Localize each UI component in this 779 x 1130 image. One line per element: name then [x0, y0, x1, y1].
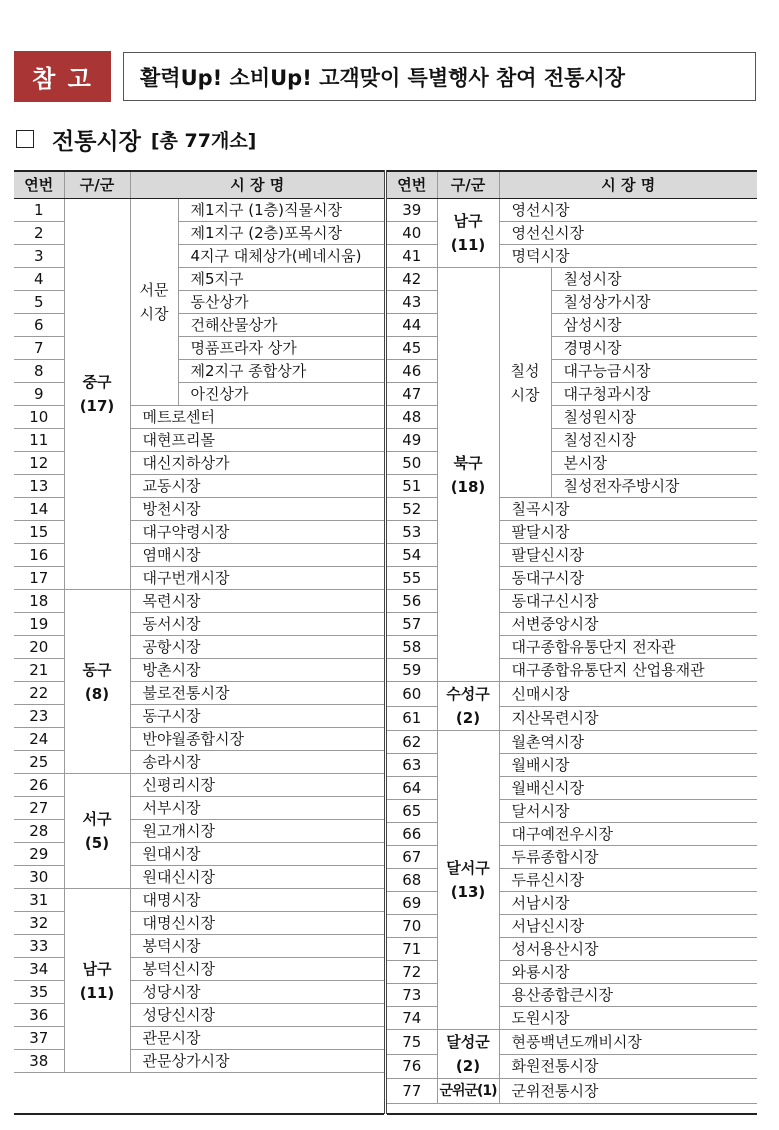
- row-number: 20: [14, 636, 64, 659]
- reference-tag: 참 고: [14, 51, 111, 102]
- district-cell: [437, 268, 499, 682]
- table-row: [14, 199, 384, 222]
- row-number: 29: [14, 843, 64, 866]
- row-number: 8: [14, 360, 64, 383]
- market-name: 대구번개시장: [130, 567, 384, 590]
- market-name: 염매시장: [130, 544, 384, 567]
- row-number: 47: [387, 383, 437, 406]
- market-name: 칠성진시장: [551, 429, 757, 452]
- market-name: 대구예전우시장: [499, 823, 757, 846]
- sub-market-cell: [499, 268, 551, 498]
- district-name: 수성구: [446, 685, 490, 703]
- market-name: 월촌역시장: [499, 731, 757, 754]
- market-name: 4지구 대체상가(베네시움): [178, 245, 384, 268]
- row-number: 41: [387, 245, 437, 268]
- row-number: 4: [14, 268, 64, 291]
- district-name: 동구: [82, 660, 112, 679]
- row-number: 6: [14, 314, 64, 337]
- row-number: 66: [387, 823, 437, 846]
- market-name: 경명시장: [551, 337, 757, 360]
- district-cell: [437, 199, 499, 268]
- market-name: 방촌시장: [130, 659, 384, 682]
- table-row: [387, 682, 757, 707]
- district-cell: [437, 682, 499, 731]
- column-header-name: 시 장 명: [499, 171, 757, 199]
- row-number: 30: [14, 866, 64, 889]
- district-name: 남구: [453, 212, 483, 230]
- market-name: 봉덕시장: [130, 935, 384, 958]
- market-name: 제1지구 (1층)직물시장: [178, 199, 384, 222]
- market-name: 동구시장: [130, 705, 384, 728]
- market-name: 원대시장: [130, 843, 384, 866]
- market-name: 대구청과시장: [551, 383, 757, 406]
- row-number: 49: [387, 429, 437, 452]
- row-number: 61: [387, 706, 437, 731]
- market-name: 대명신시장: [130, 912, 384, 935]
- column-header-district: 구/군: [64, 171, 130, 199]
- row-number: 11: [14, 429, 64, 452]
- table-row: [14, 590, 384, 613]
- market-name: 대구종합유통단지 산업용재관: [499, 659, 757, 682]
- row-number: 35: [14, 981, 64, 1004]
- row-number: 22: [14, 682, 64, 705]
- district-count: (11): [450, 236, 486, 254]
- market-name: 제5지구: [178, 268, 384, 291]
- row-number: 13: [14, 475, 64, 498]
- market-name: 제2지구 종합상가: [178, 360, 384, 383]
- market-name: 공항시장: [130, 636, 384, 659]
- market-name: 동대구신시장: [499, 590, 757, 613]
- market-name: 칠성시장: [551, 268, 757, 291]
- market-table-left: [14, 170, 384, 1095]
- market-name: 서남신시장: [499, 915, 757, 938]
- row-number: 15: [14, 521, 64, 544]
- market-name: 본시장: [551, 452, 757, 475]
- row-number: 10: [14, 406, 64, 429]
- district-name: 서구: [82, 810, 112, 828]
- market-name: 원고개시장: [130, 820, 384, 843]
- page-header: [14, 51, 757, 102]
- table-header-row: [14, 171, 384, 199]
- row-number: 28: [14, 820, 64, 843]
- district-count: (13): [450, 883, 486, 901]
- section-total: [총 77개소]: [150, 129, 257, 152]
- row-number: 56: [387, 590, 437, 613]
- market-name: 신매시장: [499, 682, 757, 707]
- market-name: 성서용산시장: [499, 938, 757, 961]
- row-number: 75: [387, 1030, 437, 1055]
- market-name: 와룡시장: [499, 961, 757, 984]
- district-cell: [64, 889, 130, 1073]
- row-number: 55: [387, 567, 437, 590]
- market-name: 용산종합큰시장: [499, 984, 757, 1007]
- column-header-district: 구/군: [437, 171, 499, 199]
- row-number: 65: [387, 800, 437, 823]
- district-count: (2): [455, 1057, 481, 1075]
- district-name: 남구: [82, 959, 112, 978]
- market-name: 서변중앙시장: [499, 613, 757, 636]
- market-name: 건해산물상가: [178, 314, 384, 337]
- market-name: 대현프리몰: [130, 429, 384, 452]
- row-number: 12: [14, 452, 64, 475]
- market-name: 관문시장: [130, 1027, 384, 1050]
- row-number: 70: [387, 915, 437, 938]
- market-name: 명덕시장: [499, 245, 757, 268]
- row-number: 19: [14, 613, 64, 636]
- empty-cell: [14, 1073, 384, 1096]
- market-name: 달서시장: [499, 800, 757, 823]
- table-row: [14, 889, 384, 912]
- section-title: 전통시장: [52, 128, 141, 155]
- row-number: 7: [14, 337, 64, 360]
- row-number: 52: [387, 498, 437, 521]
- row-number: 67: [387, 846, 437, 869]
- sub-market-label: 시장: [139, 305, 169, 323]
- row-number: 54: [387, 544, 437, 567]
- market-name: 반야월종합시장: [130, 728, 384, 751]
- market-name: 송라시장: [130, 751, 384, 774]
- row-number: 71: [387, 938, 437, 961]
- row-number: 26: [14, 774, 64, 797]
- market-name: 교동시장: [130, 475, 384, 498]
- market-name: 칠성상가시장: [551, 291, 757, 314]
- market-name: 원대신시장: [130, 866, 384, 889]
- row-number: 40: [387, 222, 437, 245]
- table-row: [387, 731, 757, 754]
- row-number: 34: [14, 958, 64, 981]
- row-number: 31: [14, 889, 64, 912]
- row-number: 58: [387, 636, 437, 659]
- row-number: 36: [14, 1004, 64, 1027]
- market-name: 팔달신시장: [499, 544, 757, 567]
- table-bottom-rule: [387, 1113, 757, 1115]
- market-table: [14, 170, 757, 1114]
- row-number: 53: [387, 521, 437, 544]
- market-name: 월배시장: [499, 754, 757, 777]
- market-name: 대명시장: [130, 889, 384, 912]
- row-number: 16: [14, 544, 64, 567]
- square-bullet-icon: [16, 130, 34, 148]
- row-number: 62: [387, 731, 437, 754]
- market-name: 제1지구 (2층)포목시장: [178, 222, 384, 245]
- table-row: [387, 199, 757, 222]
- column-header-no: 연번: [14, 171, 64, 199]
- sub-market-label: 서문: [139, 281, 169, 299]
- row-number: 25: [14, 751, 64, 774]
- row-number: 3: [14, 245, 64, 268]
- market-name: 서남시장: [499, 892, 757, 915]
- row-number: 2: [14, 222, 64, 245]
- district-name: 중구: [82, 373, 112, 391]
- column-header-no: 연번: [387, 171, 437, 199]
- market-name: 메트로센터: [130, 406, 384, 429]
- row-number: 76: [387, 1054, 437, 1079]
- market-name: 칠성원시장: [551, 406, 757, 429]
- row-number: 44: [387, 314, 437, 337]
- row-number: 63: [387, 754, 437, 777]
- row-number: 46: [387, 360, 437, 383]
- row-number: 38: [14, 1050, 64, 1073]
- market-name: 두류신시장: [499, 869, 757, 892]
- row-number: 43: [387, 291, 437, 314]
- row-number: 73: [387, 984, 437, 1007]
- district-count: (17): [79, 397, 115, 415]
- row-number: 32: [14, 912, 64, 935]
- market-name: 방천시장: [130, 498, 384, 521]
- market-name: 목련시장: [130, 590, 384, 613]
- table-row: [387, 268, 757, 291]
- row-number: 69: [387, 892, 437, 915]
- table-row: [387, 1079, 757, 1104]
- row-number: 37: [14, 1027, 64, 1050]
- row-number: 57: [387, 613, 437, 636]
- table-bottom-rule: [14, 1113, 384, 1115]
- district-cell: [64, 774, 130, 889]
- district-count: (2): [455, 709, 481, 727]
- market-name: 대신지하상가: [130, 452, 384, 475]
- row-number: 14: [14, 498, 64, 521]
- sub-market-label: 시장: [510, 385, 540, 404]
- district-cell: [437, 1030, 499, 1079]
- district-name: 북구: [453, 453, 483, 472]
- row-number: 24: [14, 728, 64, 751]
- table-row: [387, 1030, 757, 1055]
- row-number: 42: [387, 268, 437, 291]
- market-name: 대구종합유통단지 전자관: [499, 636, 757, 659]
- row-number: 21: [14, 659, 64, 682]
- district-cell: [437, 731, 499, 1030]
- district-count: (8): [84, 684, 110, 703]
- table-header-row: [387, 171, 757, 199]
- market-name: 대구약령시장: [130, 521, 384, 544]
- row-number: 51: [387, 475, 437, 498]
- row-number: 64: [387, 777, 437, 800]
- sub-market-label: 칠성: [510, 361, 540, 380]
- market-name: 아진상가: [178, 383, 384, 406]
- row-number: 77: [387, 1079, 437, 1104]
- column-header-name: 시 장 명: [130, 171, 384, 199]
- district-cell: 군위군(1): [437, 1079, 499, 1104]
- market-name: 동서시장: [130, 613, 384, 636]
- row-number: 23: [14, 705, 64, 728]
- market-name: 지산목련시장: [499, 706, 757, 731]
- market-name: 삼성시장: [551, 314, 757, 337]
- row-number: 1: [14, 199, 64, 222]
- table-row: [14, 774, 384, 797]
- section-heading: [16, 124, 256, 154]
- row-number: 68: [387, 869, 437, 892]
- row-number: 45: [387, 337, 437, 360]
- table-row-empty: [14, 1073, 384, 1096]
- district-cell: [64, 590, 130, 774]
- row-number: 48: [387, 406, 437, 429]
- market-name: 명품프라자 상가: [178, 337, 384, 360]
- row-number: 74: [387, 1007, 437, 1030]
- document-title: 활력Up! 소비Up! 고객맞이 특별행사 참여 전통시장: [123, 52, 756, 101]
- market-name: 대구능금시장: [551, 360, 757, 383]
- row-number: 60: [387, 682, 437, 707]
- row-number: 17: [14, 567, 64, 590]
- sub-market-cell: [130, 199, 178, 406]
- district-count: (11): [79, 983, 115, 1002]
- market-name: 신평리시장: [130, 774, 384, 797]
- market-name: 성당신시장: [130, 1004, 384, 1027]
- market-name: 영선신시장: [499, 222, 757, 245]
- row-number: 5: [14, 291, 64, 314]
- market-name: 봉덕신시장: [130, 958, 384, 981]
- market-name: 관문상가시장: [130, 1050, 384, 1073]
- market-name: 동산상가: [178, 291, 384, 314]
- market-name: 성당시장: [130, 981, 384, 1004]
- district-cell: [64, 199, 130, 590]
- row-number: 59: [387, 659, 437, 682]
- district-name: 달서구: [446, 859, 490, 877]
- row-number: 50: [387, 452, 437, 475]
- market-table-right: [387, 170, 757, 1104]
- district-count: (18): [450, 477, 486, 496]
- market-name: 두류종합시장: [499, 846, 757, 869]
- row-number: 27: [14, 797, 64, 820]
- market-name: 서부시장: [130, 797, 384, 820]
- row-number: 33: [14, 935, 64, 958]
- market-name: 월배신시장: [499, 777, 757, 800]
- market-name: 영선시장: [499, 199, 757, 222]
- market-name: 군위전통시장: [499, 1079, 757, 1104]
- row-number: 72: [387, 961, 437, 984]
- market-name: 칠곡시장: [499, 498, 757, 521]
- district-name: 달성군: [446, 1033, 490, 1051]
- market-name: 불로전통시장: [130, 682, 384, 705]
- market-name: 화원전통시장: [499, 1054, 757, 1079]
- row-number: 39: [387, 199, 437, 222]
- district-count: (5): [84, 834, 110, 852]
- market-name: 칠성전자주방시장: [551, 475, 757, 498]
- market-name: 현풍백년도깨비시장: [499, 1030, 757, 1055]
- market-name: 팔달시장: [499, 521, 757, 544]
- market-name: 도원시장: [499, 1007, 757, 1030]
- row-number: 9: [14, 383, 64, 406]
- market-name: 동대구시장: [499, 567, 757, 590]
- row-number: 18: [14, 590, 64, 613]
